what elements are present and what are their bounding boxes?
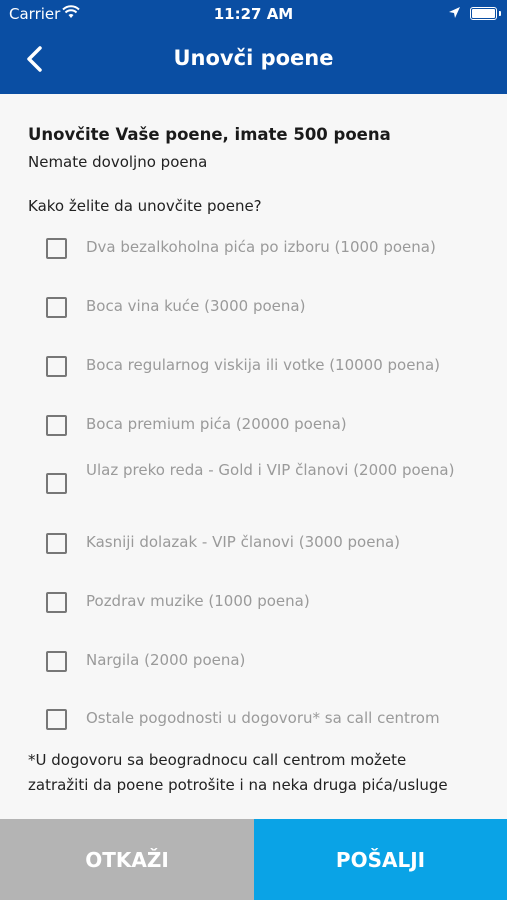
redeem-question: Kako želite da unovčite poene? — [28, 197, 262, 215]
send-button[interactable]: POŠALJI — [254, 819, 507, 900]
checkbox[interactable] — [46, 709, 67, 730]
option-label: Pozdrav muzike (1000 poena) — [86, 592, 310, 610]
checkbox[interactable] — [46, 651, 67, 672]
battery-icon — [470, 7, 497, 20]
redeem-form — [28, 94, 488, 819]
option-label: Nargila (2000 poena) — [86, 651, 246, 669]
option-label: Kasniji dolazak - VIP članovi (3000 poena) — [86, 533, 400, 551]
option-label: Boca premium pića (20000 poena) — [86, 415, 347, 433]
checkbox[interactable] — [46, 592, 67, 613]
checkbox[interactable] — [46, 356, 67, 377]
status-time: 11:27 AM — [213, 5, 294, 23]
option-label: Boca regularnog viskija ili votke (10000 poena) — [86, 356, 441, 374]
option-label: Ostale pogodnosti u dogovoru* sa call centrom — [86, 709, 440, 727]
checkbox[interactable] — [46, 415, 67, 436]
option-label: Ulaz preko reda - Gold i VIP članovi (2000 poena) — [86, 461, 455, 479]
insufficient-points-text: Nemate dovoljno poena — [28, 153, 208, 171]
app-header — [0, 0, 507, 94]
action-bar — [0, 819, 507, 900]
cancel-button[interactable]: OTKAŽI — [0, 819, 254, 900]
option-label: Dva bezalkoholna pića po izboru (1000 poena) — [86, 238, 436, 256]
status-bar — [0, 0, 507, 28]
location-icon — [448, 5, 461, 23]
carrier-label: Carrier — [9, 5, 61, 23]
call-center-note: *U dogovoru sa beogradnocu call centrom možete zatražiti da poene potrošite i na neka druga pića/usluge — [28, 751, 448, 794]
checkbox[interactable] — [46, 473, 67, 494]
points-heading: Unovčite Vaše poene, imate 500 poena — [28, 125, 391, 144]
option-label: Boca vina kuće (3000 poena) — [86, 297, 306, 315]
checkbox[interactable] — [46, 238, 67, 259]
page-title: Unovči poene — [173, 46, 334, 70]
checkbox[interactable] — [46, 297, 67, 318]
checkbox[interactable] — [46, 533, 67, 554]
